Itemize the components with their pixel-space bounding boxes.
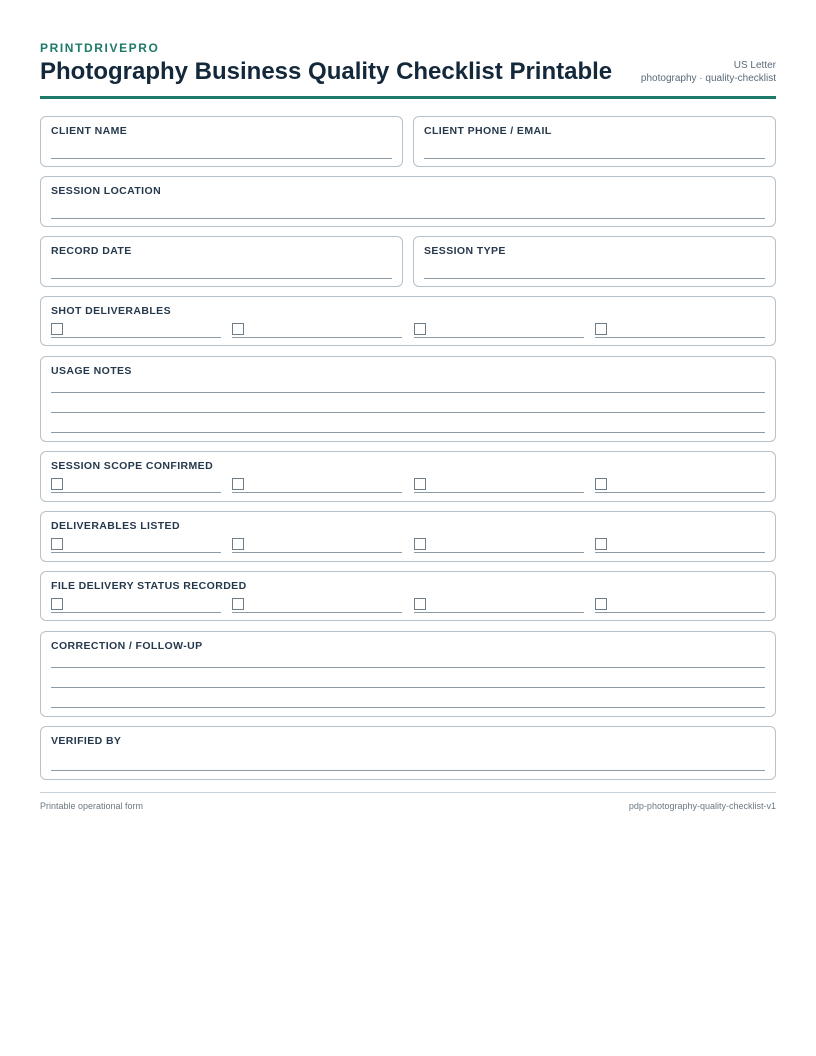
client-contact-field[interactable] <box>413 116 776 167</box>
checkbox-option[interactable] <box>414 537 584 553</box>
form-tags: photography · quality-checklist <box>640 73 776 84</box>
client-name-label: CLIENT NAME <box>51 125 128 137</box>
shot-deliverables-field <box>40 296 776 346</box>
client-contact-label: CLIENT PHONE / EMAIL <box>424 125 552 137</box>
session-scope-confirmed-field <box>40 451 776 502</box>
usage-notes-line[interactable] <box>51 432 765 433</box>
form-footer <box>40 792 776 811</box>
footer-form-id: pdp-photography-quality-checklist-v1 <box>628 801 776 811</box>
client-contact-input-line[interactable] <box>424 158 765 159</box>
client-name-input-line[interactable] <box>51 158 392 159</box>
checkbox-icon[interactable] <box>414 598 426 610</box>
checkbox-icon[interactable] <box>232 323 244 335</box>
usage-notes-line[interactable] <box>51 412 765 413</box>
usage-notes-line[interactable] <box>51 392 765 393</box>
checkbox-icon[interactable] <box>595 478 607 490</box>
checkbox-icon[interactable] <box>232 538 244 550</box>
checkbox-option[interactable] <box>232 322 402 338</box>
correction-followup-line[interactable] <box>51 707 765 708</box>
session-location-input-line[interactable] <box>51 218 765 219</box>
checkbox-option[interactable] <box>595 322 765 338</box>
file-delivery-status-label: FILE DELIVERY STATUS RECORDED <box>51 580 247 592</box>
checkbox-icon[interactable] <box>414 538 426 550</box>
usage-notes-label: USAGE NOTES <box>51 365 132 377</box>
brand-name: PRINTDRIVEPRO <box>40 41 160 55</box>
checkbox-icon[interactable] <box>232 598 244 610</box>
checkbox-option[interactable] <box>414 322 584 338</box>
deliverables-listed-options <box>51 537 765 553</box>
footer-form-type: Printable operational form <box>40 801 144 811</box>
file-delivery-status-options <box>51 597 765 613</box>
paper-size: US Letter <box>733 60 776 71</box>
checkbox-icon[interactable] <box>51 323 63 335</box>
verified-by-label: VERIFIED BY <box>51 735 122 747</box>
checkbox-icon[interactable] <box>232 478 244 490</box>
checkbox-icon[interactable] <box>51 538 63 550</box>
usage-notes-field[interactable] <box>40 356 776 442</box>
session-scope-confirmed-label: SESSION SCOPE CONFIRMED <box>51 460 214 472</box>
checkbox-option[interactable] <box>51 597 221 613</box>
file-delivery-status-field <box>40 571 776 621</box>
correction-followup-field[interactable] <box>40 631 776 717</box>
session-location-label: SESSION LOCATION <box>51 185 162 197</box>
checkbox-icon[interactable] <box>595 598 607 610</box>
session-type-field[interactable] <box>413 236 776 287</box>
correction-followup-line[interactable] <box>51 667 765 668</box>
session-location-field[interactable] <box>40 176 776 227</box>
form-header <box>40 41 776 99</box>
checkbox-option[interactable] <box>51 537 221 553</box>
session-scope-options <box>51 477 765 493</box>
deliverables-listed-label: DELIVERABLES LISTED <box>51 520 180 532</box>
record-date-label: RECORD DATE <box>51 245 132 257</box>
correction-followup-line[interactable] <box>51 687 765 688</box>
checkbox-icon[interactable] <box>51 598 63 610</box>
shot-deliverables-options <box>51 322 765 338</box>
checkbox-option[interactable] <box>232 537 402 553</box>
checkbox-option[interactable] <box>595 597 765 613</box>
checkbox-option[interactable] <box>595 477 765 493</box>
checkbox-option[interactable] <box>595 537 765 553</box>
checkbox-icon[interactable] <box>595 538 607 550</box>
page-title: Photography Business Quality Checklist Printable <box>40 58 613 85</box>
checkbox-option[interactable] <box>414 477 584 493</box>
record-date-field[interactable] <box>40 236 403 287</box>
session-type-label: SESSION TYPE <box>424 245 506 257</box>
verified-by-input-line[interactable] <box>51 770 765 771</box>
deliverables-listed-field <box>40 511 776 562</box>
shot-deliverables-label: SHOT DELIVERABLES <box>51 305 171 317</box>
checkbox-option[interactable] <box>414 597 584 613</box>
checkbox-icon[interactable] <box>595 323 607 335</box>
checkbox-option[interactable] <box>51 477 221 493</box>
session-type-input-line[interactable] <box>424 278 765 279</box>
checkbox-icon[interactable] <box>414 323 426 335</box>
checkbox-option[interactable] <box>232 477 402 493</box>
correction-followup-label: CORRECTION / FOLLOW-UP <box>51 640 203 652</box>
checkbox-option[interactable] <box>232 597 402 613</box>
checkbox-option[interactable] <box>51 322 221 338</box>
form-meta <box>641 59 776 85</box>
checkbox-icon[interactable] <box>414 478 426 490</box>
client-name-field[interactable] <box>40 116 403 167</box>
verified-by-field[interactable] <box>40 726 776 780</box>
checkbox-icon[interactable] <box>51 478 63 490</box>
record-date-input-line[interactable] <box>51 278 392 279</box>
